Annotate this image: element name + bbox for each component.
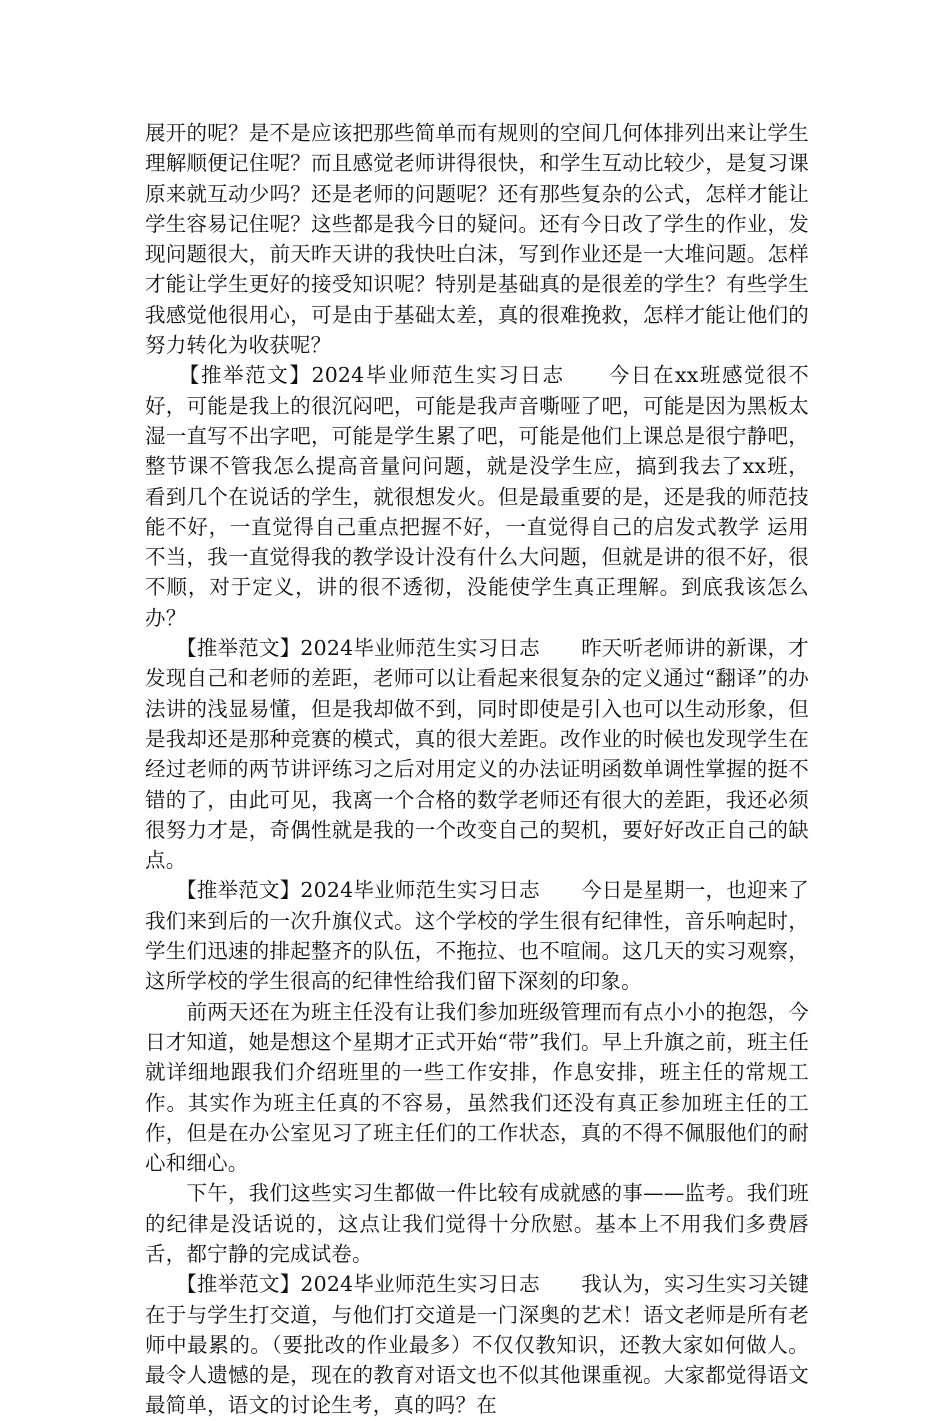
paragraph: 【推举范文】2024毕业师范生实习日志 今日是星期一，也迎来了我们来到后的一次升旗仪式。这个学校的学生很有纪律性，音乐响起时，学生们迅速的排起整齐的队伍，不拖拉、也不喧闹。这几天的实习观察，这所学校的学生很高的纪律性给我们留下深刻的印象。 [145, 878, 809, 994]
paragraph: 【推举范文】2024毕业师范生实习日志 昨天听老师讲的新课，才发现自己和老师的差距，老师可以让看起来很复杂的定义通过“翻译”的办法讲的浅显易懂，但是我却做不到，同时即使是引入也可以生动形象，但是我却还是那种竞赛的模式，真的很大差距。改作业的时候也发现学生在经过老师的两节讲评练习之后对用定义的办法证明函数单调性掌握的挺不错的了，由此可见，我离一个合格的数学老师还有很大的差距，我还必须很努力才是，奇偶性就是我的一个改变自己的契机，要好好改正自己的缺点。 [145, 636, 809, 873]
document-body [145, 118, 809, 1421]
paragraph: 前两天还在为班主任没有让我们参加班级管理而有点小小的抱怨，今日才知道，她是想这个星期才正式开始“带”我们。早上升旗之前，班主任就详细地跟我们介绍班里的一些工作安排，作息安排，班主任的常规工作。其实作为班主任真的不容易，虽然我们还没有真正参加班主任的工作，但是在办公室见习了班主任们的工作状态，真的不得不佩服他们的耐心和细心。 [145, 999, 809, 1176]
paragraph: 展开的呢？是不是应该把那些简单而有规则的空间几何体排列出来让学生理解顺便记住呢？而且感觉老师讲得很快，和学生互动比较少，是复习课原来就互动少吗？还是老师的问题呢？还有那些复杂的公式，怎样才能让学生容易记住呢？这些都是我今日的疑问。还有今日改了学生的作业，发现问题很大，前天昨天讲的我快吐白沫，写到作业还是一大堆问题。怎样才能让学生更好的接受知识呢？特别是基础真的是很差的学生？有些学生我感觉他很用心，可是由于基础太差，真的很难挽救，怎样才能让他们的努力转化为收获呢？ [145, 121, 809, 358]
paragraph: 下午，我们这些实习生都做一件比较有成就感的事——监考。我们班的纪律是没话说的，这点让我们觉得十分欣慰。基本上不用我们多费唇舌，都宁静的完成试卷。 [145, 1181, 809, 1266]
paragraph: 【推举范文】2024毕业师范生实习日志 今日在xx班感觉很不好，可能是我上的很沉闷吧，可能是我声音嘶哑了吧，可能是因为黑板太湿一直写不出字吧，可能是学生累了吧，可能是他们上课总是很宁静吧，整节课不管我怎么提高音量问问题，就是没学生应，搞到我去了xx班，看到几个在说话的学生，就很想发火。但是最重要的是，还是我的师范技能不好，一直觉得自己重点把握不好，一直觉得自己的启发式教学 运用不当，我一直觉得我的教学设计没有什么大问题，但就是讲的很不好，很不顺，对于定义，讲的很不透彻，没能使学生真正理解。到底我该怎么办？ [145, 363, 809, 630]
paragraph: 【推举范文】2024毕业师范生实习日志 我认为，实习生实习关键在于与学生打交道，与他们打交道是一门深奥的艺术！语文老师是所有老师中最累的。（要批改的作业最多）不仅仅教知识，还教大家如何做人。最令人遗憾的是，现在的教育对语文也不似其他课重视。大家都觉得语文最简单，语文的讨论生考，真的吗？在 [145, 1272, 809, 1418]
